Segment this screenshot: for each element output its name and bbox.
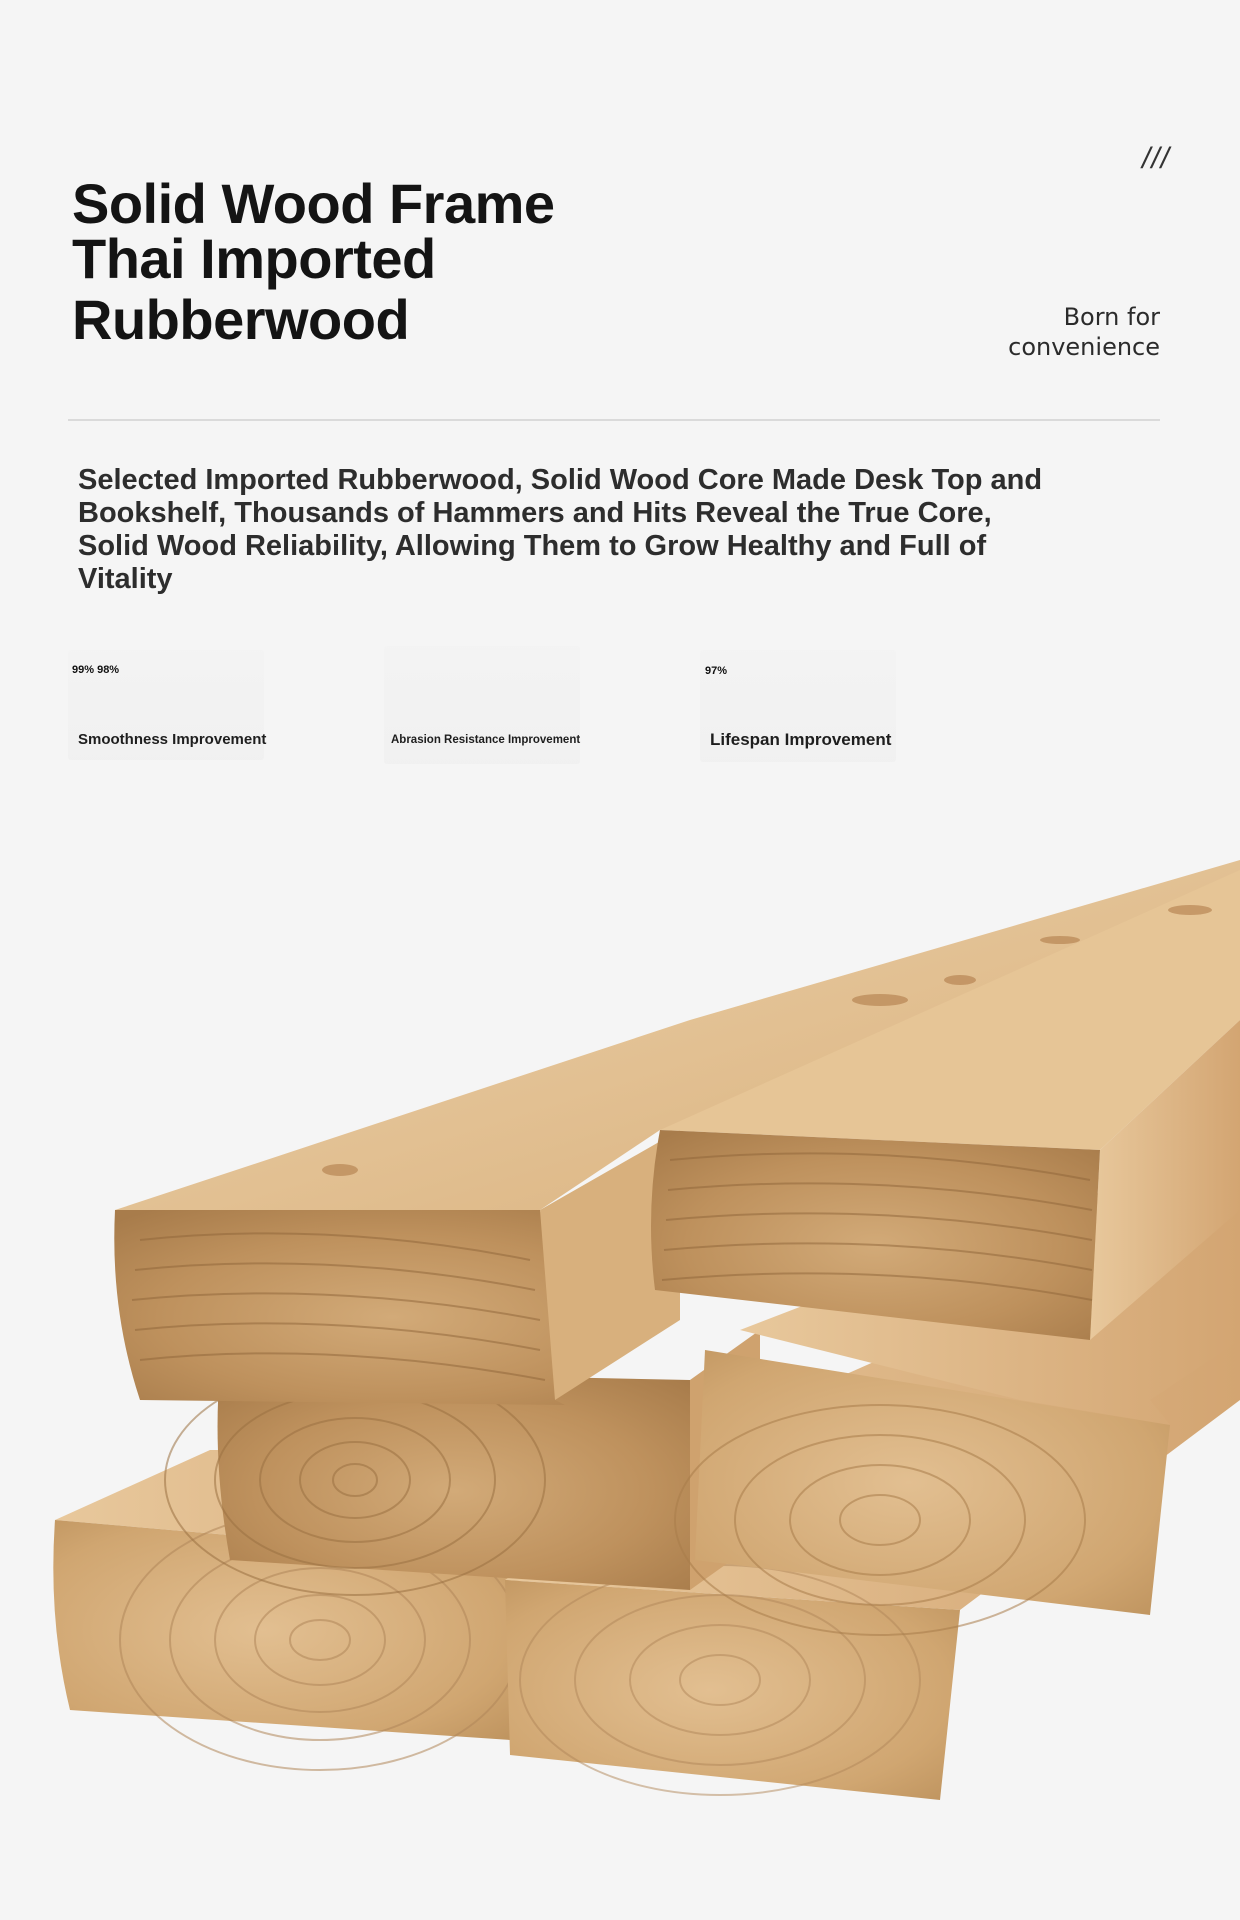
section-divider	[68, 419, 1160, 421]
stat-smoothness	[62, 610, 272, 770]
plank-bottom-right-end	[505, 1580, 960, 1800]
product-description: Selected Imported Rubberwood, Solid Wood Core Made Desk Top and Bookshelf, Thousands of Hammers and Hits Reveal the True Core, Solid Wood Reliability, Allowing Them to Grow Healthy and Full of Vitality	[78, 464, 1043, 595]
title-line-1: Solid Wood Frame	[72, 172, 555, 235]
title-line-3: Rubberwood	[72, 288, 410, 351]
stat-abrasion-resistance	[378, 610, 588, 770]
decorative-slashes: ///	[1141, 142, 1170, 175]
stat-lifespan	[700, 610, 910, 770]
stat-label: Lifespan Improvement	[710, 730, 892, 749]
stat-label: Smoothness Improvement	[78, 731, 267, 748]
stat-label: Abrasion Resistance Improvement	[391, 734, 581, 746]
stacked-rubberwood-planks-image	[0, 840, 1240, 1820]
tagline	[1008, 302, 1160, 362]
tagline-line-1: Born for	[1063, 303, 1160, 331]
title-line-2: Thai Imported	[72, 227, 436, 290]
stat-value: 97%	[705, 665, 728, 677]
page-title	[72, 172, 712, 351]
stat-card-background	[384, 646, 580, 764]
plank-top-right-end	[651, 1130, 1100, 1340]
stat-value: 99% 98%	[72, 664, 120, 676]
tagline-line-2: convenience	[1008, 333, 1160, 361]
